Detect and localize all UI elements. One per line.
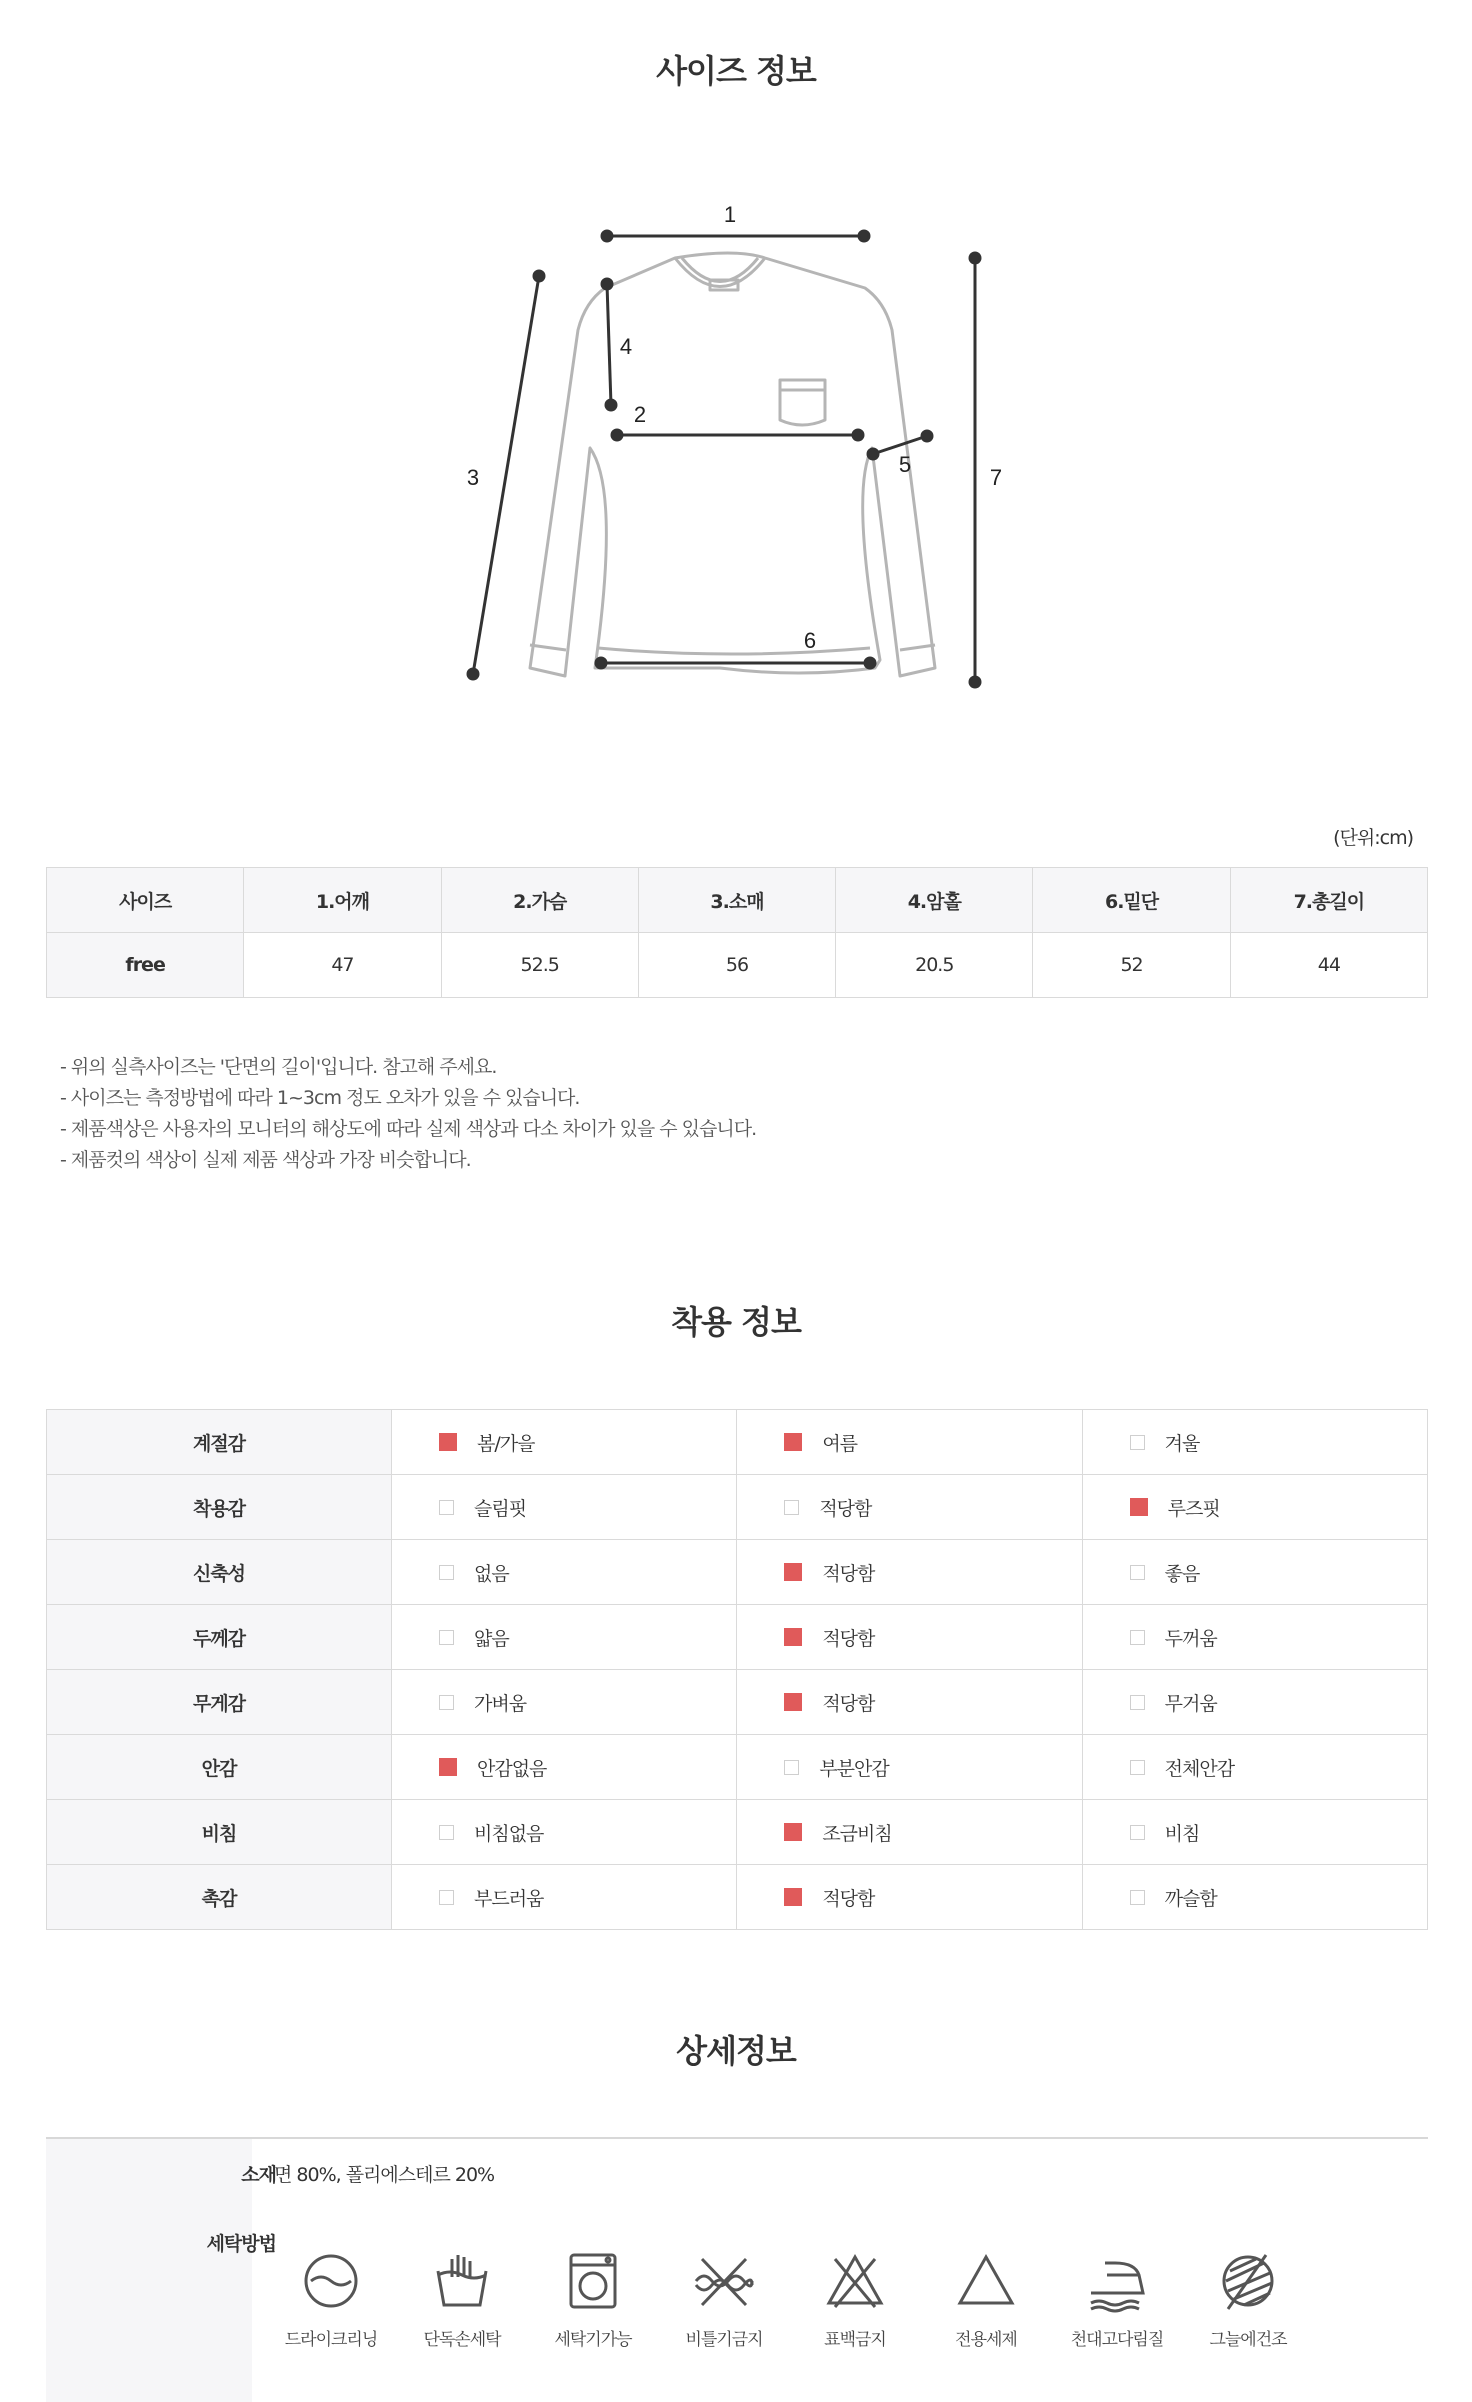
cloth-iron-icon xyxy=(1085,2249,1149,2313)
checkbox-checked xyxy=(784,1433,802,1451)
care-item-label: 단독손세탁 xyxy=(423,2330,501,2350)
size-name-cell: free xyxy=(47,933,244,998)
fit-option xyxy=(392,1605,737,1670)
fit-option xyxy=(392,1735,737,1800)
fit-row-label: 비침 xyxy=(47,1800,392,1865)
fit-option xyxy=(737,1735,1082,1800)
size-value-cell: 56 xyxy=(638,933,835,998)
fit-row xyxy=(47,1475,1428,1540)
fit-option-label: 적당함 xyxy=(822,1562,875,1585)
size-table-header-row xyxy=(47,868,1428,933)
diagram-label-6: 6 xyxy=(803,628,817,653)
fit-option xyxy=(392,1800,737,1865)
detail-label-column xyxy=(46,2139,252,2402)
size-header-cell: 사이즈 xyxy=(47,868,244,933)
fit-option-label: 루즈핏 xyxy=(1167,1497,1220,1520)
fit-option xyxy=(1082,1865,1427,1930)
care-item xyxy=(1193,2249,1303,2350)
diagram-label-2: 2 xyxy=(633,402,647,427)
fit-option-label: 비침 xyxy=(1164,1822,1200,1845)
diagram-label-4: 4 xyxy=(619,334,633,359)
hand-wash-icon xyxy=(430,2249,494,2313)
care-item xyxy=(800,2249,910,2350)
fit-option-label: 적당함 xyxy=(822,1692,875,1715)
fit-option xyxy=(392,1410,737,1475)
fit-option xyxy=(392,1540,737,1605)
checkbox-checked xyxy=(439,1433,457,1451)
size-value-cell: 52.5 xyxy=(441,933,638,998)
fit-row-label: 두께감 xyxy=(47,1605,392,1670)
checkbox-unchecked xyxy=(439,1890,454,1905)
checkbox-unchecked xyxy=(439,1825,454,1840)
fit-option-label: 겨울 xyxy=(1164,1432,1200,1455)
size-header-cell: 1.어깨 xyxy=(244,868,441,933)
fit-option xyxy=(392,1475,737,1540)
size-header-cell: 3.소매 xyxy=(638,868,835,933)
fit-option xyxy=(1082,1735,1427,1800)
care-item xyxy=(1062,2249,1172,2350)
fit-row-label: 안감 xyxy=(47,1735,392,1800)
no-bleach-icon xyxy=(823,2249,887,2313)
care-item-label: 드라이크리닝 xyxy=(284,2330,378,2350)
diagram-label-3: 3 xyxy=(466,465,480,490)
diagram-label-5: 5 xyxy=(898,452,912,477)
fit-option-label: 적당함 xyxy=(822,1887,875,1910)
care-item xyxy=(276,2249,386,2350)
fit-row xyxy=(47,1605,1428,1670)
machine-wash-icon xyxy=(561,2249,625,2313)
note-line: - 사이즈는 측정방법에 따라 1~3cm 정도 오차가 있을 수 있습니다. xyxy=(60,1087,580,1109)
fit-row xyxy=(47,1540,1428,1605)
checkbox-checked xyxy=(784,1693,802,1711)
care-item-label: 전용세제 xyxy=(955,2330,1017,2350)
diagram-label-7: 7 xyxy=(989,465,1003,490)
shade-dry-icon xyxy=(1216,2249,1280,2313)
fit-option-label: 적당함 xyxy=(819,1497,872,1520)
fit-option-label: 없음 xyxy=(474,1562,509,1585)
note-line: - 위의 실측사이즈는 '단면의 길이'입니다. 참고해 주세요. xyxy=(60,1056,497,1078)
detergent-icon xyxy=(954,2249,1018,2313)
checkbox-unchecked xyxy=(1130,1695,1145,1710)
dry-cleaning-icon xyxy=(299,2249,363,2313)
fit-option-label: 두꺼움 xyxy=(1164,1627,1217,1650)
fit-option-label: 얇음 xyxy=(474,1627,509,1650)
care-item-label: 세탁기가능 xyxy=(554,2330,632,2350)
checkbox-unchecked xyxy=(1130,1825,1145,1840)
fit-option xyxy=(737,1865,1082,1930)
checkbox-unchecked xyxy=(1130,1760,1145,1775)
fit-row-label: 계절감 xyxy=(47,1410,392,1475)
fit-option xyxy=(392,1670,737,1735)
fit-row xyxy=(47,1410,1428,1475)
size-header-cell: 6.밑단 xyxy=(1033,868,1230,933)
fit-option xyxy=(1082,1670,1427,1735)
checkbox-checked xyxy=(784,1563,802,1581)
fit-option-label: 까슬함 xyxy=(1164,1887,1217,1910)
care-item-label: 표백금지 xyxy=(824,2330,886,2350)
no-wring-icon xyxy=(692,2249,756,2313)
checkbox-unchecked xyxy=(784,1760,799,1775)
size-info-title: 사이즈 정보 xyxy=(656,52,816,90)
detail-info-panel xyxy=(46,2137,1428,2402)
material-label: 소재 xyxy=(241,2164,276,2186)
checkbox-checked xyxy=(1130,1498,1148,1516)
checkbox-unchecked xyxy=(439,1695,454,1710)
garment-measurement-diagram xyxy=(430,190,1030,710)
table-row xyxy=(47,933,1428,998)
size-value-cell: 44 xyxy=(1230,933,1427,998)
fit-row xyxy=(47,1735,1428,1800)
fit-option-label: 슬림핏 xyxy=(474,1497,527,1520)
checkbox-unchecked xyxy=(1130,1565,1145,1580)
fit-option-label: 봄/가을 xyxy=(477,1432,535,1455)
fit-option xyxy=(737,1800,1082,1865)
checkbox-unchecked xyxy=(1130,1890,1145,1905)
fit-row-label: 착용감 xyxy=(47,1475,392,1540)
checkbox-unchecked xyxy=(1130,1435,1145,1450)
care-item-label: 비틀기금지 xyxy=(685,2330,763,2350)
fit-option-label: 가벼움 xyxy=(474,1692,527,1715)
fit-row xyxy=(47,1865,1428,1930)
fit-row-label: 무게감 xyxy=(47,1670,392,1735)
checkbox-unchecked xyxy=(439,1630,454,1645)
size-value-cell: 52 xyxy=(1033,933,1230,998)
care-label: 세탁방법 xyxy=(206,2233,276,2255)
fit-option xyxy=(392,1865,737,1930)
fit-option-label: 전체안감 xyxy=(1164,1757,1235,1780)
checkbox-checked xyxy=(784,1823,802,1841)
fit-option-label: 좋음 xyxy=(1164,1562,1200,1585)
checkbox-checked xyxy=(439,1758,457,1776)
checkbox-unchecked xyxy=(1130,1630,1145,1645)
checkbox-checked xyxy=(784,1888,802,1906)
fit-option xyxy=(1082,1410,1427,1475)
size-value-cell: 47 xyxy=(244,933,441,998)
fit-option xyxy=(737,1670,1082,1735)
size-header-cell: 7.총길이 xyxy=(1230,868,1427,933)
size-table xyxy=(46,867,1428,998)
care-item xyxy=(669,2249,779,2350)
fit-option-label: 안감없음 xyxy=(477,1757,547,1780)
checkbox-unchecked xyxy=(439,1565,454,1580)
checkbox-unchecked xyxy=(439,1500,454,1515)
fit-row-label: 촉감 xyxy=(47,1865,392,1930)
fit-info-title: 착용 정보 xyxy=(671,1303,801,1341)
fit-option-label: 비침없음 xyxy=(474,1822,544,1845)
fit-option xyxy=(737,1475,1082,1540)
size-notes xyxy=(60,1052,756,1176)
size-value-cell: 20.5 xyxy=(836,933,1033,998)
fit-option xyxy=(1082,1800,1427,1865)
size-header-cell: 4.암홀 xyxy=(836,868,1033,933)
fit-option xyxy=(737,1410,1082,1475)
fit-row-label: 신축성 xyxy=(47,1540,392,1605)
care-item-label: 천대고다림질 xyxy=(1070,2330,1164,2350)
care-item-label: 그늘에건조 xyxy=(1209,2330,1287,2350)
note-line: - 제품색상은 사용자의 모니터의 해상도에 따라 실제 색상과 다소 차이가 있을 수 있습니다. xyxy=(60,1118,757,1140)
fit-option xyxy=(737,1605,1082,1670)
fit-option-label: 무거움 xyxy=(1164,1692,1217,1715)
care-item xyxy=(931,2249,1041,2350)
fit-option xyxy=(737,1540,1082,1605)
checkbox-checked xyxy=(784,1628,802,1646)
care-item xyxy=(407,2249,517,2350)
size-header-cell: 2.가슴 xyxy=(441,868,638,933)
fit-option-label: 부드러움 xyxy=(474,1887,544,1910)
fit-option-label: 조금비침 xyxy=(822,1822,892,1845)
fit-option-label: 적당함 xyxy=(822,1627,875,1650)
care-item xyxy=(538,2249,648,2350)
detail-info-title: 상세정보 xyxy=(676,2032,796,2070)
fit-info-table xyxy=(46,1409,1428,1930)
fit-option-label: 부분안감 xyxy=(819,1757,889,1780)
checkbox-unchecked xyxy=(784,1500,799,1515)
fit-option-label: 여름 xyxy=(822,1432,858,1455)
note-line: - 제품컷의 색상이 실제 제품 색상과 가장 비슷합니다. xyxy=(60,1149,471,1171)
fit-row xyxy=(47,1800,1428,1865)
fit-option xyxy=(1082,1605,1427,1670)
material-value: 면 80%, 폴리에스테르 20% xyxy=(274,2164,495,2186)
fit-option xyxy=(1082,1540,1427,1605)
unit-label: (단위:cm) xyxy=(1333,827,1413,849)
fit-option xyxy=(1082,1475,1427,1540)
fit-row xyxy=(47,1670,1428,1735)
diagram-label-1: 1 xyxy=(723,202,737,227)
